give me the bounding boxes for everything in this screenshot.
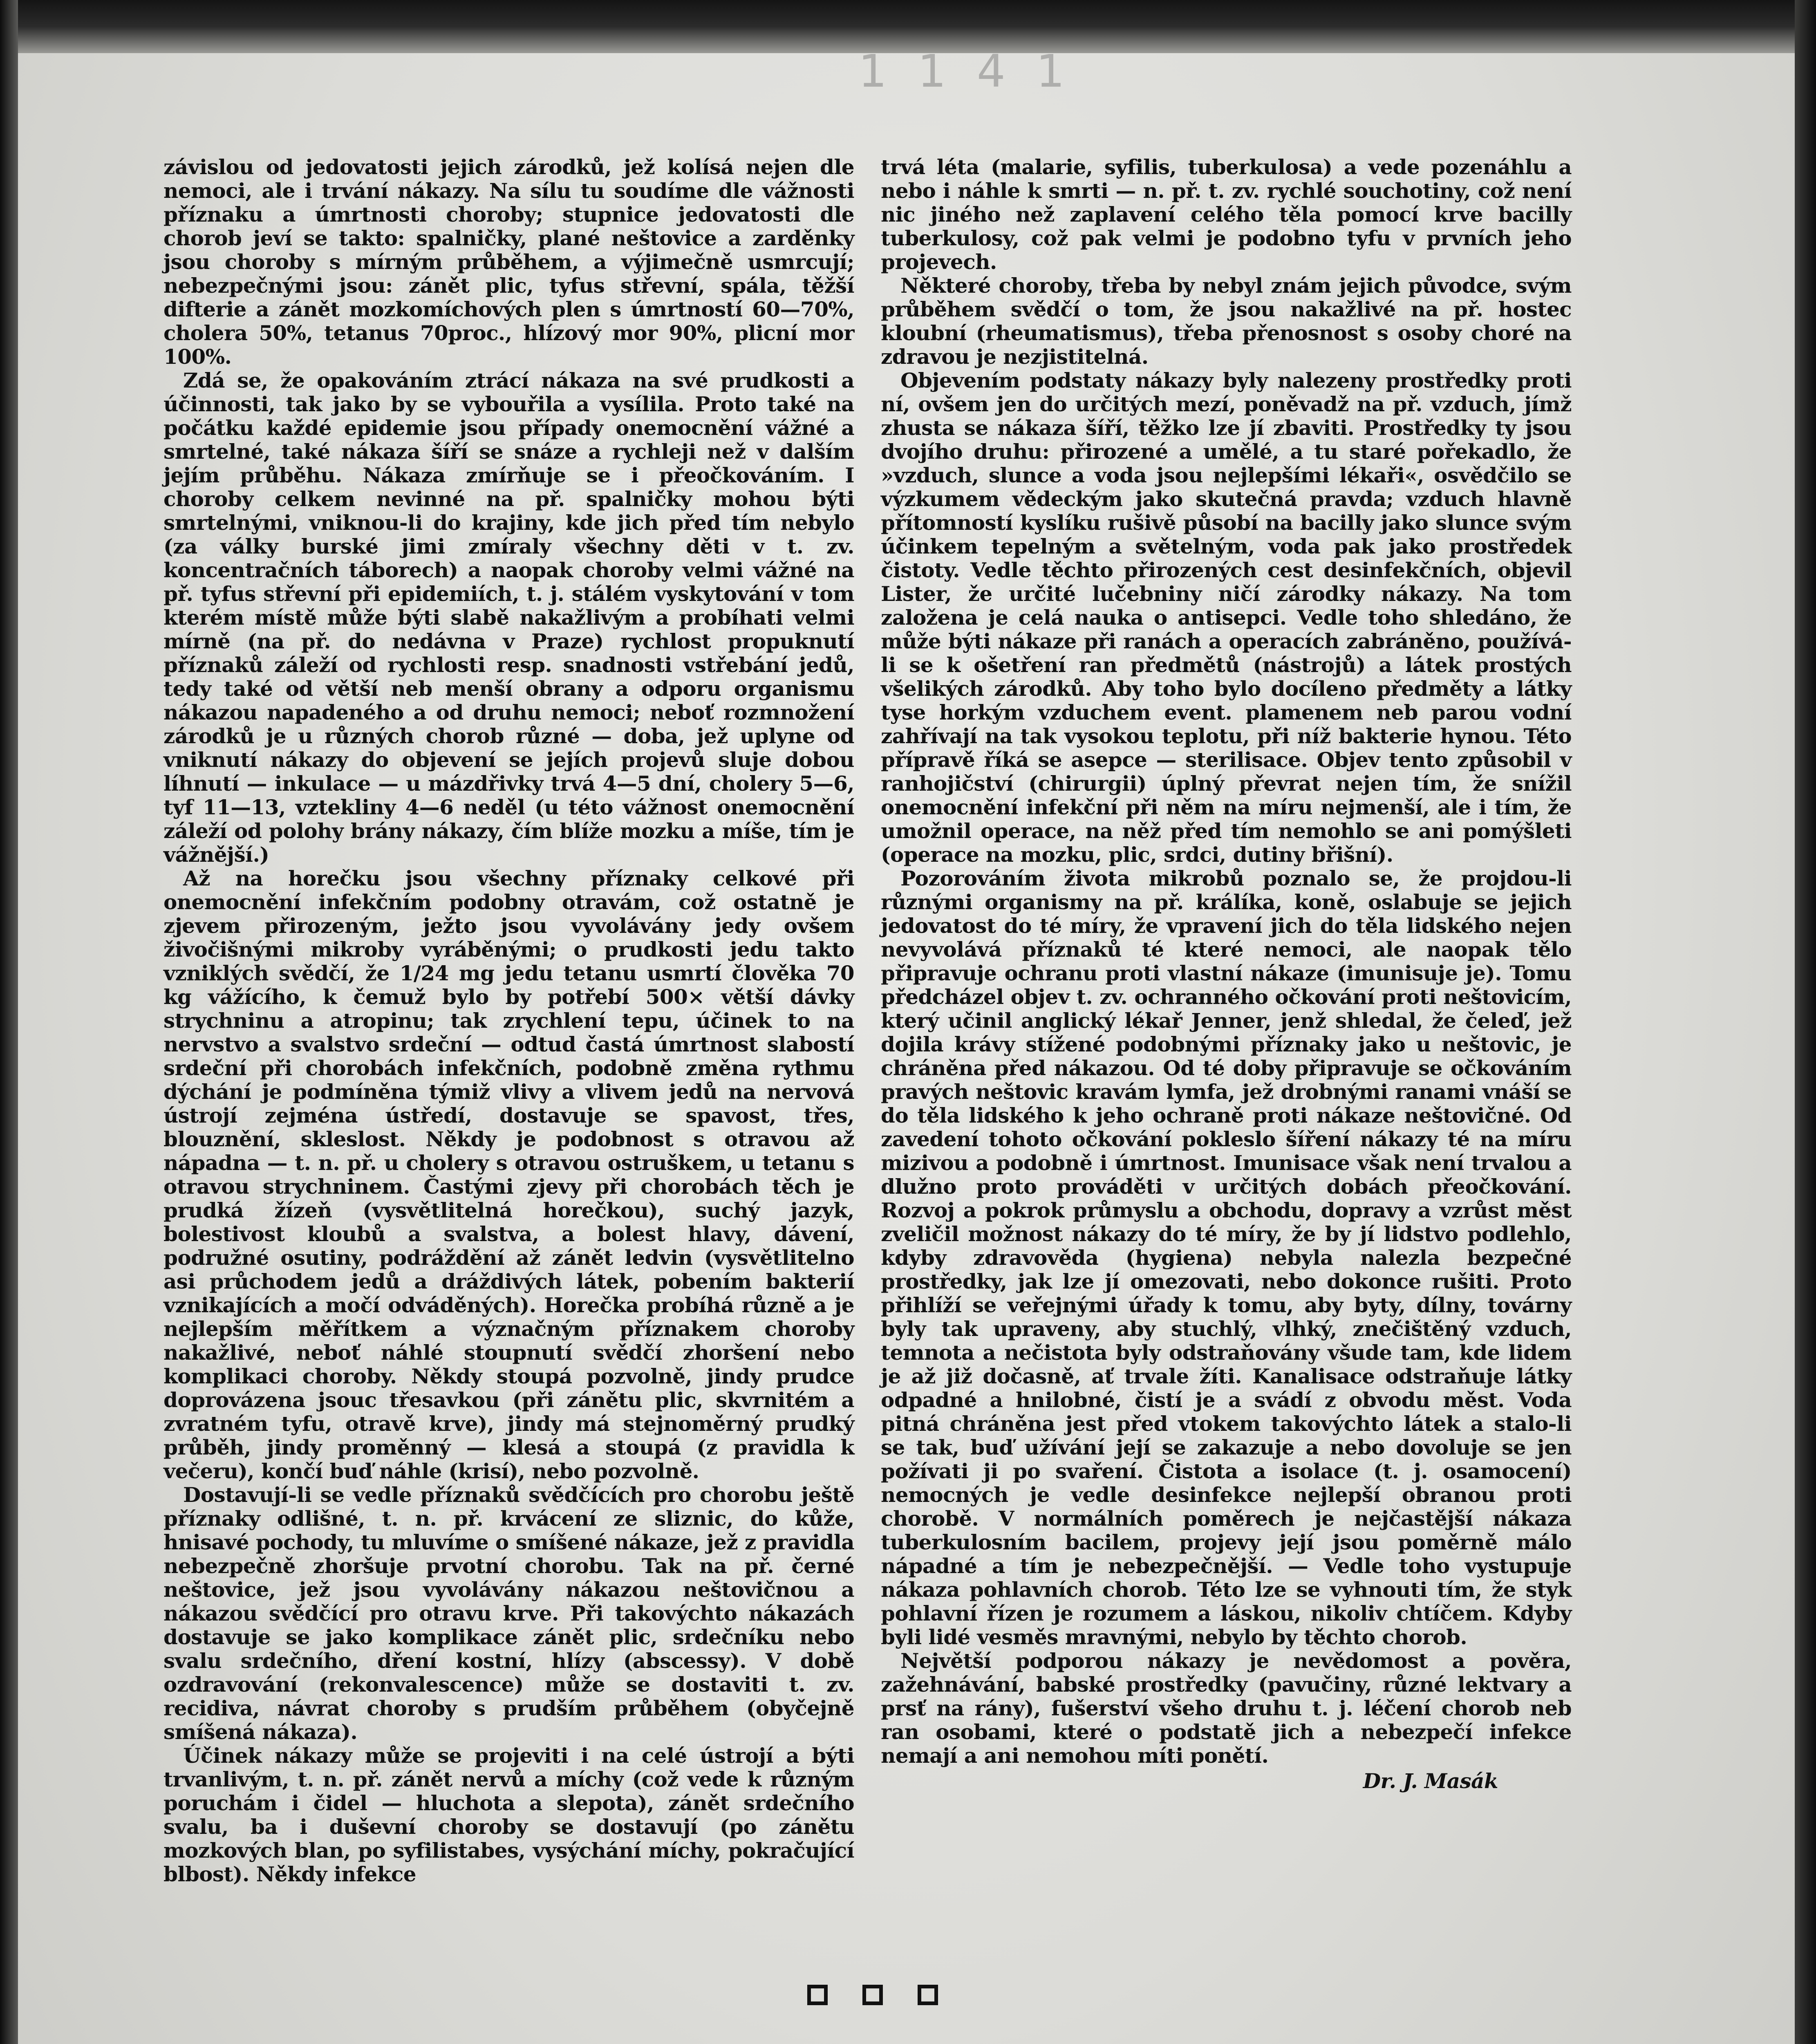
paragraph: trvá léta (malarie, syfilis, tuberkulosa) a vede pozenáhlu a nebo i náhle k smrti — n. př. t. zv. rychlé souchotiny, což není nic jiného než zaplavení celého těla pomocí krve bacilly tuberkulosy, což pak velmi je podobno tyfu v prvních jeho projevech. bbox=[881, 155, 1572, 274]
paragraph: Účinek nákazy může se projeviti i na celé ústrojí a býti trvanlivým, t. n. př. zánět nervů a míchy (což vede k různým poruchám i čidel — hluchota a slepota), zánět srdečního svalu, ba i duševní choroby se dostavují (po zánětu mozkových blan, po syfilistabes, vysýchání míchy, pokračující blbost). Někdy infekce bbox=[163, 1744, 854, 1886]
paragraph: Největší podporou nákazy je nevědomost a pověra, zažehnávání, babské prostředky (pavučiny, různé lektvary a prsť na rány), fušerství všeho druhu t. j. léčení chorob neb ran osobami, které o podstatě jich a nebezpečí infekce nemají a ani nemohou míti ponětí. bbox=[881, 1649, 1572, 1768]
pencil-mark: 1 1 4 1 bbox=[858, 45, 1073, 97]
paragraph: závislou od jedovatosti jejich zárodků, jež kolísá nejen dle nemoci, ale i trvání nákazy. Na sílu tu soudíme dle vážnosti příznaku a úmrtnosti choroby; stupnice jedovatosti dle chorob jeví se takto: spalničky, plané neštovice a zarděnky jsou choroby s mírným průběhem, a výjimečně usmrcují; nebezpečnými jsou: zánět plic, tyfus střevní, spála, těžší difterie a zánět mozkomíchových plen s úmrtností 60—70%, cholera 50%, tetanus 70proc., hlízový mor 90%, plicní mor 100%. bbox=[163, 155, 854, 369]
scan-frame-right bbox=[1795, 0, 1816, 2044]
paragraph: Zdá se, že opakováním ztrácí nákaza na své prudkosti a účinnosti, tak jako by se vybouřila a vysílila. Proto také na počátku každé epidemie jsou případy onemocnění vážné a smrtelné, také nákaza šíří se snáze a rychleji než v dalším jejím průběhu. Nákaza zmírňuje se i přeočkováním. I choroby celkem nevinné na př. spalničky mohou býti smrtelnými, vniknou-li do krajiny, kde jich před tím nebylo (za války burské jimi zmíraly všechny děti v t. zv. koncentračních táborech) a naopak choroby velmi vážné na př. tyfus střevní při epidemiích, t. j. stálém vyskytování v tom kterém místě může býti slabě nakažlivým a probíhati velmi mírně (na př. do nedávna v Praze) rychlost propuknutí příznaků záleží od rychlosti resp. snadnosti vstřebání jedů, tedy také od větší neb menší obrany a odporu organismu nákazou napadeného a od druhu nemoci; neboť rozmnožení zárodků je u různých chorob různé — doba, jež uplyne od vniknutí nákazy do objevení se jejích projevů sluje dobou líhnutí — inkulace — u mázdřivky trvá 4—5 dní, cholery 5—6, tyf 11—13, vztekliny 4—6 neděl (u této vážnost onemocnění záleží od polohy brány nákazy, čím blíže mozku a míše, tím je vážnější.) bbox=[163, 368, 854, 867]
section-separator bbox=[807, 1985, 938, 2009]
square-icon bbox=[862, 1985, 883, 2005]
left-column bbox=[163, 155, 854, 1886]
paragraph: Dostavují-li se vedle příznaků svědčících pro chorobu ještě příznaky odlišné, t. n. př. krvácení ze sliznic, do kůže, hnisavé pochody, tu mluvíme o smíšené nákaze, jež z pravidla nebezpečně zhoršuje prvotní chorobu. Tak na př. černé neštovice, jež jsou vyvolávány nákazou neštovičnou a nákazou svědčící pro otravu krve. Při takovýchto nákazách dostavuje se jako komplikace zánět plic, srdečníku nebo svalu srdečního, dření kostní, hlízy (abscessy). V době ozdravování (rekonvalescence) může se dostaviti t. zv. recidiva, návrat choroby s prudším průběhem (obyčejně smíšená nákaza). bbox=[163, 1483, 854, 1744]
paragraph: Až na horečku jsou všechny příznaky celkové při onemocnění infekčním podobny otravám, což ostatně je zjevem přirozeným, ježto jsou vyvolávány jedy ovšem živočišnými mikroby vyráběnými; o prudkosti jedu takto vzniklých svědčí, že 1/24 mg jedu tetanu usmrtí člověka 70 kg vážícího, k čemuž bylo by potřebí 500× větší dávky strychninu a atropinu; tak zrychlení tepu, účinek to na nervstvo a svalstvo srdeční — odtud častá úmrtnost slabostí srdeční při chorobách infekčních, podobně změna rythmu dýchání je podmíněna týmiž vlivy a vlivem jedů na nervová ústrojí zejména ústředí, dostavuje se spavost, třes, blouznění, skleslost. Někdy je podobnost s otravou až nápadna — t. n. př. u cholery s otravou ostruškem, u tetanu s otravou strychninem. Častými zjevy při chorobách těch je prudká žízeň (vysvětlitelná horečkou), suchý jazyk, bolestivost kloubů a svalstva, a bolest hlavy, dávení, podružné osutiny, podráždění až zánět ledvin (vysvětlitelno asi průchodem jedů a dráždivých látek, pobením bakterií vznikajících a močí odváděných). Horečka probíhá různě a je nejlepším měřítkem a význačným příznakem choroby nakažlivé, neboť náhlé stoupnutí svědčí zhoršení nebo komplikaci choroby. Někdy stoupá pozvolně, jindy prudce doprovázena jsouc třesavkou (při zánětu plic, skvrnitém a zvratném tyfu, otravě krve), jindy má stejnoměrný prudký průběh, jindy proměnný — klesá a stoupá (z pravidla k večeru), končí buď náhle (krisí), nebo pozvolně. bbox=[163, 866, 854, 1483]
paragraph: Pozorováním života mikrobů poznalo se, že projdou-li různými organismy na př. králíka, koně, oslabuje se jejich jedovatost do té míry, že vpravení jich do těla lidského nejen nevyvolává příznaků té které nemoci, ale naopak tělo připravuje ochranu proti vlastní nákaze (imunisuje je). Tomu předcházel objev t. zv. ochranného očkování proti neštovicím, který učinil anglický lékař Jenner, jenž shledal, že čeleď, jež dojila krávy stížené podobnými příznaky jako u neštovic, je chráněna před nákazou. Od té doby připravuje se očkováním pravých neštovic kravám lymfa, jež drobnými ranami vnáší se do těla lidského k jeho ochraně proti nákaze neštovičné. Od zavedení tohoto očkování pokleslo šíření nákazy té na míru mizivou a podobně i úmrtnost. Imunisace však není trvalou a dlužno proto prováděti v určitých dobách přeočkování. Rozvoj a pokrok průmyslu a obchodu, dopravy a vzrůst měst zveličil možnost nákazy do té míry, že by jí lidstvo podlehlo, kdyby zdravověda (hygiena) nebyla nalezla bezpečné prostředky, jak lze jí omezovati, nebo dokonce rušiti. Proto přihlíží se veřejnými úřady k tomu, aby byty, dílny, továrny byly tak upraveny, aby stuchlý, vlhký, znečištěný vzduch, temnota a nečistota byly odstraňovány všude tam, kde lidem je až již dočasně, ať trvale žíti. Kanalisace odstraňuje látky odpadné a hnilobné, čistí je a svádí z obvodu měst. Voda pitná chráněna jest před vtokem takovýchto látek a stalo-li se tak, buď užívání její se zakazuje a nebo dovoluje se jen požívati ji po svaření. Čistota a isolace (t. j. osamocení) nemocných je vedle desinfekce nejlepší obranou proti chorobě. V normálních poměrech je nejčastější nákaza tuberkulosním bacilem, projevy její jsou poměrně málo nápadné a tím je nebezpečnější. — Vedle toho vystupuje nákaza pohlavních chorob. Této lze se vyhnouti tím, že styk pohlavní řízen je rozumem a láskou, nikoliv chtíčem. Kdyby byli lidé vesměs mravnými, nebylo by těchto chorob. bbox=[881, 866, 1572, 1649]
paragraph: Některé choroby, třeba by nebyl znám jejich původce, svým průběhem svědčí o tom, že jsou nakažlivé na př. hostec kloubní (rheumatismus), třeba přenosnost s osoby choré na zdravou je nezjistitelná. bbox=[881, 273, 1572, 369]
right-column bbox=[881, 155, 1572, 1793]
square-icon bbox=[918, 1985, 938, 2005]
square-icon bbox=[807, 1985, 828, 2005]
paragraph: Objevením podstaty nákazy byly nalezeny prostředky proti ní, ovšem jen do určitých mezí, poněvadž na př. vzduch, jímž zhusta se nákaza šíří, těžko lze jí zbaviti. Prostředky ty jsou dvojího druhu: přirozené a umělé, a tu staré pořekadlo, že »vzduch, slunce a voda jsou nejlepšími lékaři«, osvědčilo se výzkumem vědeckým jako skutečná pravda; vzduch hlavně přítomností kyslíku rušivě působí na bacilly jako slunce svým účinkem tepelným a světelným, voda pak jako prostředek čistoty. Vedle těchto přirozených cest desinfekčních, objevil Lister, že určité lučebniny ničí zárodky nákazy. Na tom založena je celá nauka o antisepci. Vedle toho shledáno, že může býti nákaze při ranách a operacích zabráněno, používá-li se k ošetření ran předmětů (nástrojů) a látek prostých všelikých zárodků. Aby toho bylo docíleno předměty a látky tyse horkým vzduchem event. plamenem neb parou vodní zahřívají na tak vysokou teplotu, při níž bakterie hynou. Této přípravě říká se asepce — sterilisace. Objev tento způsobil v ranhojičství (chirurgii) úplný převrat nejen tím, že snížil onemocnění infekční při něm na míru nejmenší, ale i tím, že umožnil operace, na něž před tím nemohlo se ani pomýšleti (operace na mozku, plic, srdci, dutiny břišní). bbox=[881, 368, 1572, 867]
scan-frame-left bbox=[0, 0, 18, 2044]
author-signature: Dr. J. Masák bbox=[1363, 1769, 1498, 1793]
